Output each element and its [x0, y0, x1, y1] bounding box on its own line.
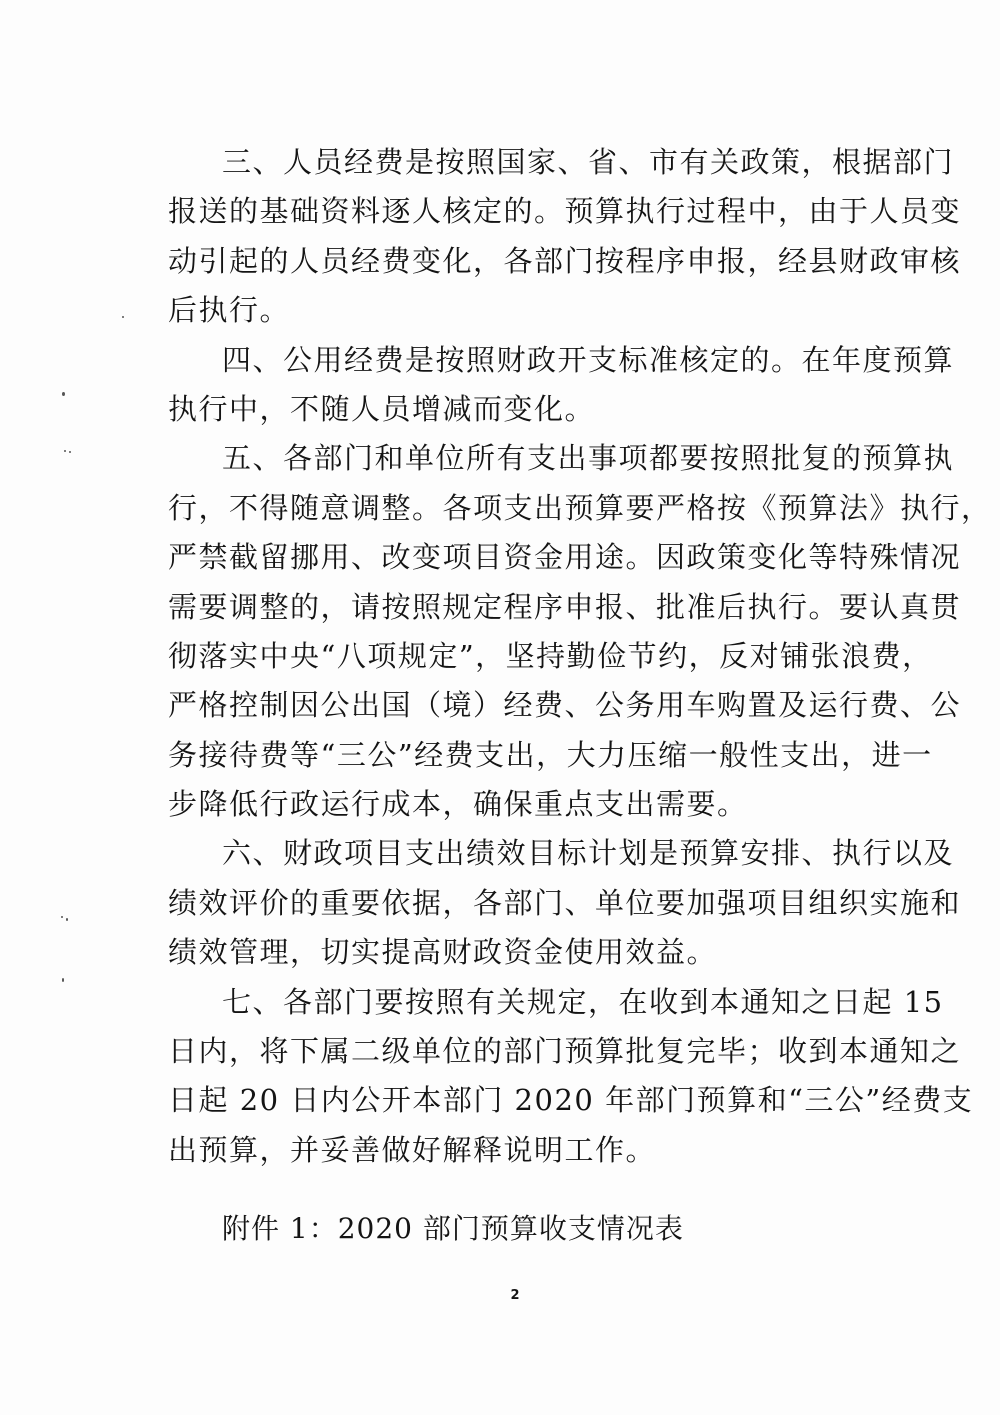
document-body: [168, 138, 992, 1175]
text-line: 步降低行政运行成本，确保重点支出需要。: [168, 787, 748, 822]
text-line: 七、各部门要按照有关规定，在收到本通知之日起 15: [222, 984, 944, 1019]
page-number: 2: [510, 1288, 520, 1303]
attachment-note: 附件 1：2020 部门预算收支情况表: [222, 1212, 684, 1245]
text-line: 日起 20 日内公开本部门 2020 年部门预算和“三公”经费支: [168, 1083, 974, 1118]
paragraph-item-4: [168, 336, 955, 435]
text-line: 务接待费等“三公”经费支出，大力压缩一般性支出，进一: [168, 737, 933, 772]
scan-speck: [66, 918, 68, 921]
scan-speck: [62, 392, 65, 396]
scan-speck: [64, 450, 66, 452]
paragraph-item-7: [168, 978, 974, 1176]
text-line: 绩效管理，切实提高财政资金使用效益。: [168, 935, 718, 970]
text-line: 行，不得随意调整。各项支出预算要严格按《预算法》执行，: [168, 490, 992, 525]
paragraph-item-5: [168, 434, 992, 829]
text-line: 三、人员经费是按照国家、省、市有关政策，根据部门: [222, 145, 955, 179]
text-line: 四、公用经费是按照财政开支标准核定的。在年度预算: [222, 342, 955, 377]
text-line: 日内，将下属二级单位的部门预算批复完毕；收到本通知之: [168, 1034, 962, 1069]
text-line: 出预算，并妥善做好解释说明工作。: [168, 1132, 657, 1167]
paragraph-item-6: [168, 829, 962, 977]
text-line: 需要调整的，请按照规定程序申报、批准后执行。要认真贯: [168, 589, 962, 624]
text-line: 绩效评价的重要依据，各部门、单位要加强项目组织实施和: [168, 885, 962, 920]
scan-speck: [61, 916, 63, 918]
text-line: 六、财政项目支出绩效目标计划是预算安排、执行以及: [222, 836, 955, 871]
text-line: 彻落实中央“八项规定”，坚持勤俭节约，反对铺张浪费，: [168, 638, 933, 673]
scan-speck: [69, 451, 71, 453]
text-line: 严禁截留挪用、改变项目资金用途。因政策变化等特殊情况: [168, 540, 962, 575]
scan-speck: [62, 978, 64, 982]
scan-speck: [122, 316, 124, 318]
text-line: 严格控制因公出国（境）经费、公务用车购置及运行费、公: [168, 688, 962, 723]
text-line: 后执行。: [168, 293, 291, 328]
text-line: 五、各部门和单位所有支出事项都要按照批复的预算执: [222, 441, 955, 476]
text-line: 执行中，不随人员增减而变化。: [168, 391, 596, 426]
text-line: 动引起的人员经费变化，各部门按程序申报，经县财政审核: [168, 243, 962, 278]
paragraph-item-3: [168, 138, 962, 336]
text-line: 报送的基础资料逐人核定的。预算执行过程中，由于人员变: [168, 194, 962, 229]
